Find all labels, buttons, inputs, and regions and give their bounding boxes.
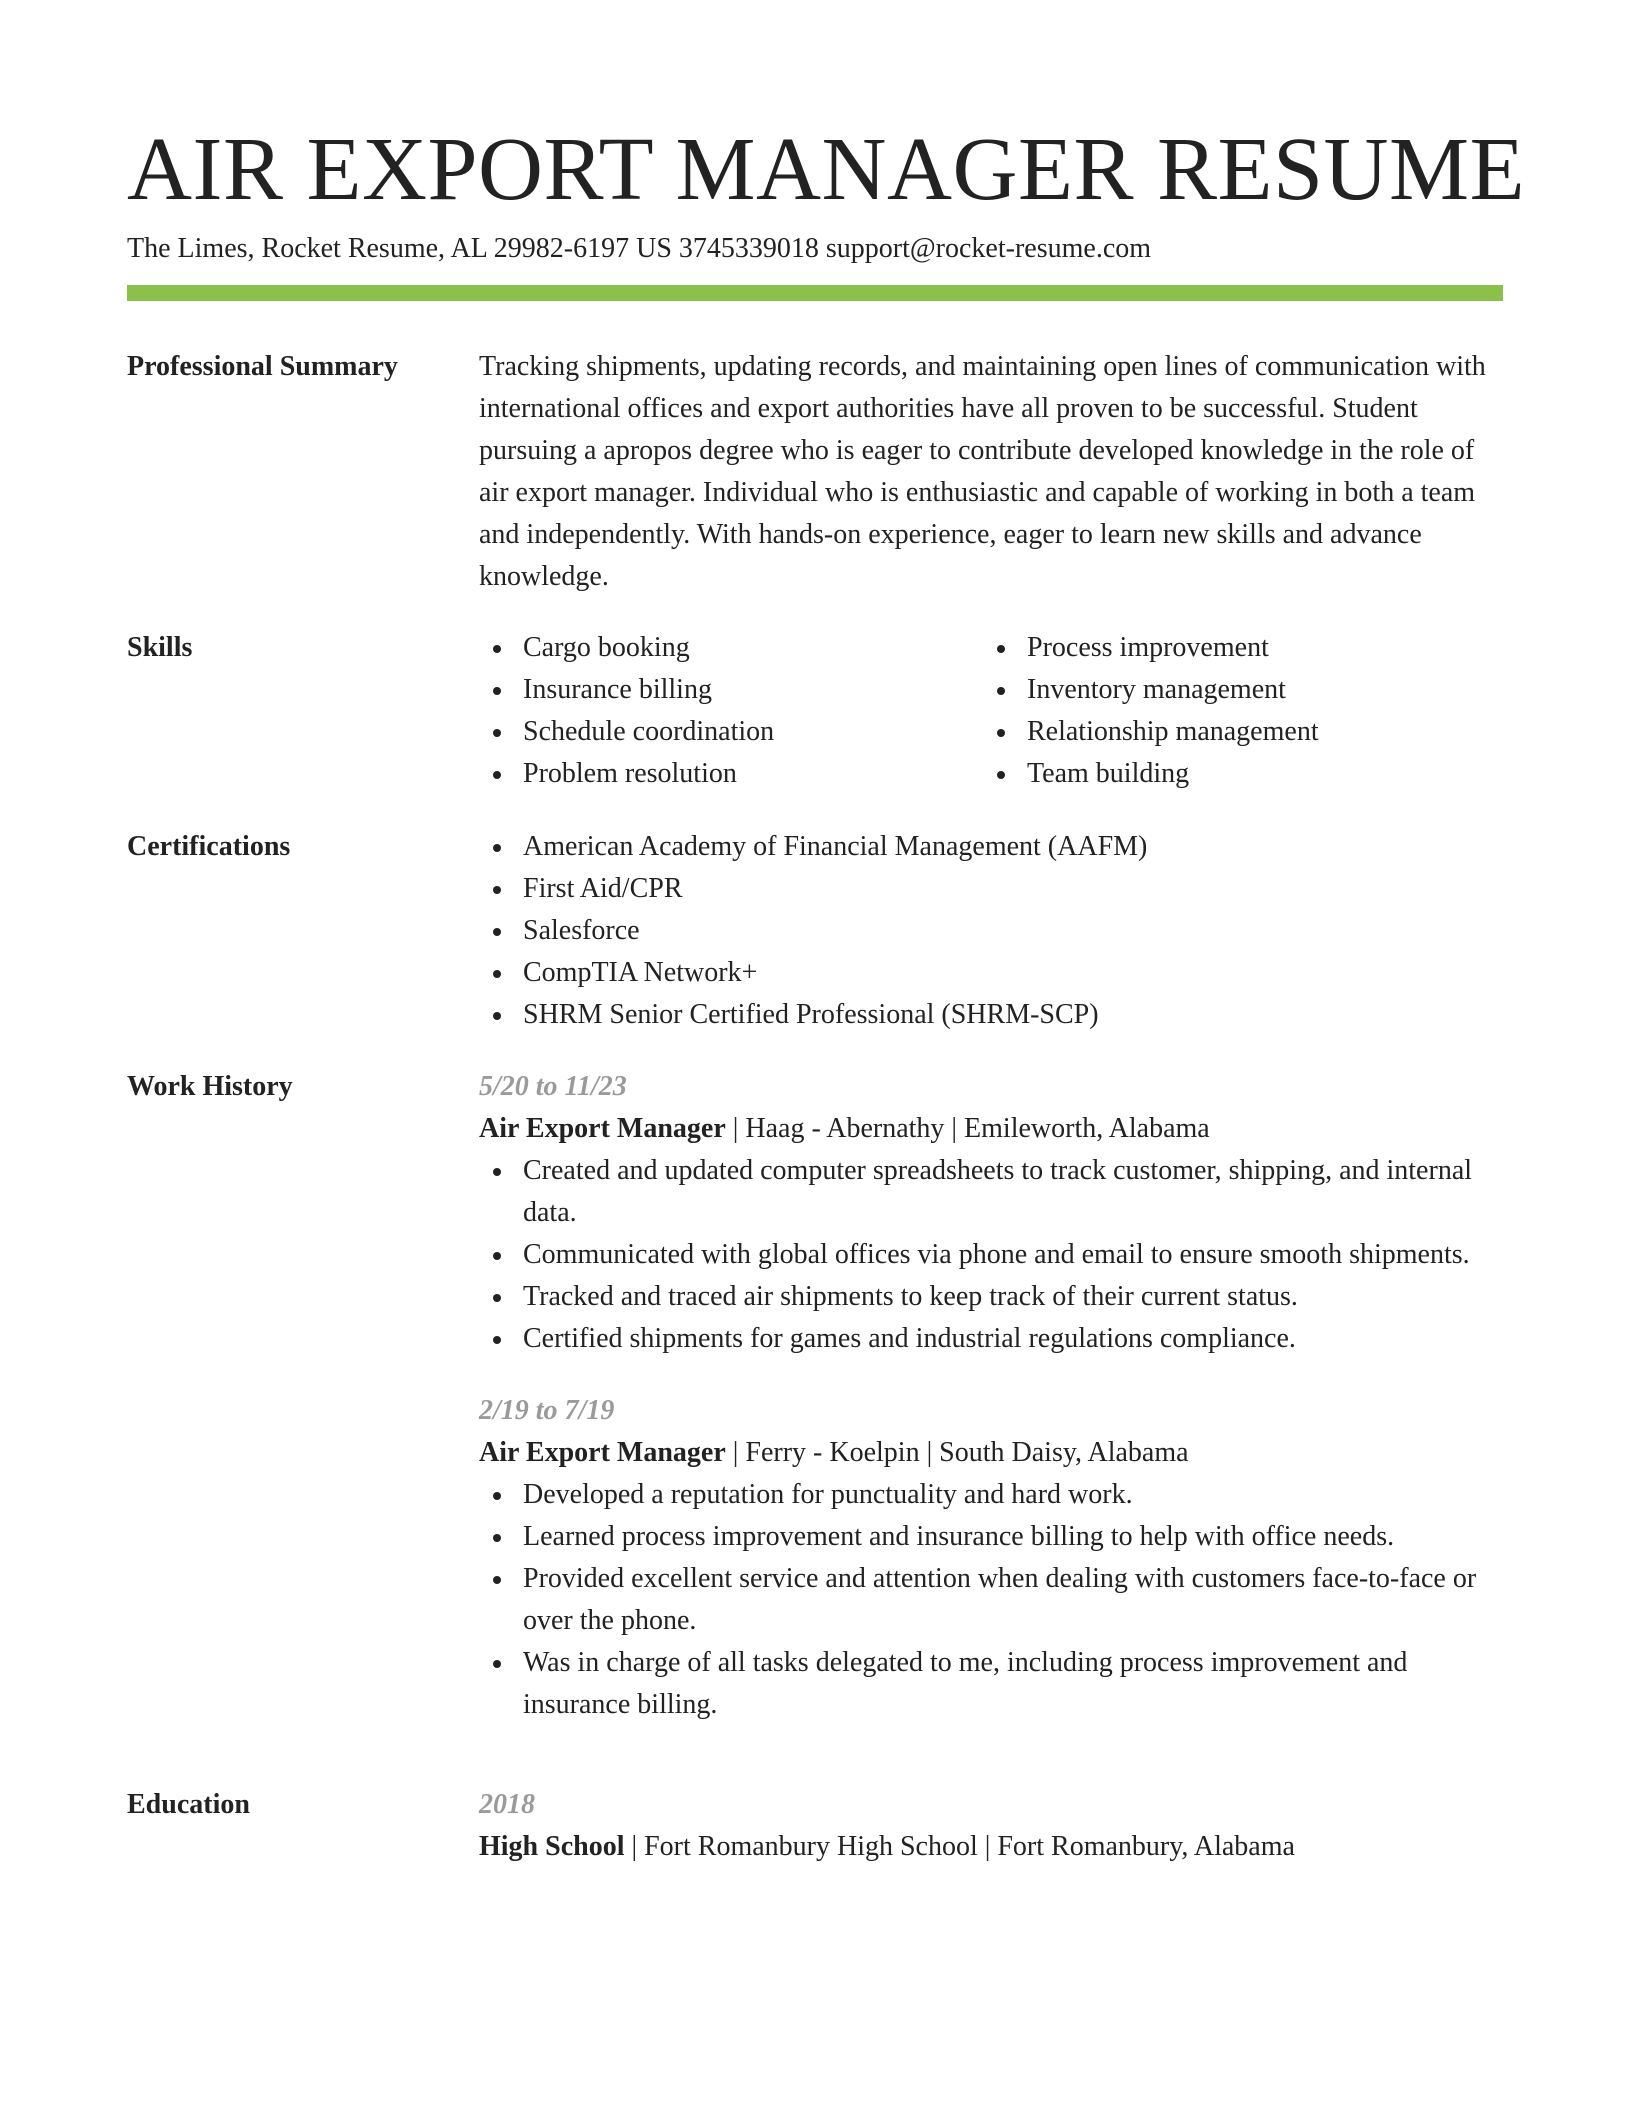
- list-item: Inventory management: [983, 669, 1487, 711]
- education-year: 2018: [479, 1789, 535, 1820]
- job-dates: 5/20 to 11/23: [479, 1071, 627, 1102]
- job-bullet-list: [479, 1150, 1503, 1360]
- skills-list-right: [983, 627, 1487, 795]
- skills-grid: [479, 627, 1503, 795]
- section-label-skills: Skills: [127, 632, 193, 663]
- list-item: Team building: [983, 753, 1487, 795]
- job-entry: [479, 1066, 1503, 1360]
- job-title: Air Export Manager: [479, 1437, 726, 1468]
- job-heading: [479, 1108, 1503, 1150]
- list-item: Learned process improvement and insurance billing to help with office needs.: [479, 1516, 1503, 1558]
- certifications-body: [479, 826, 1503, 1036]
- education-degree: High School: [479, 1831, 625, 1862]
- list-item: Problem resolution: [479, 753, 983, 795]
- list-item: Cargo booking: [479, 627, 983, 669]
- list-item: Provided excellent service and attention when dealing with customers face-to-face or over the phone.: [479, 1558, 1503, 1642]
- list-item: Insurance billing: [479, 669, 983, 711]
- job-dates: 2/19 to 7/19: [479, 1395, 615, 1426]
- list-item: Was in charge of all tasks delegated to me, including process improvement and insurance billing.: [479, 1642, 1503, 1726]
- list-item: CompTIA Network+: [479, 952, 1503, 994]
- summary-text: Tracking shipments, updating records, and maintaining open lines of communication with international offices and export authorities have all proven to be successful. Student pursuing a apropos degree who is eager to contribute developed knowledge in the role of air export manager. Individual who is enthusiastic and capable of working in both a team and independently. With hands-on experience, eager to learn new skills and advance knowledge.: [479, 351, 1486, 592]
- contact-line: The Limes, Rocket Resume, AL 29982-6197 US 3745339018 support@rocket-resume.com: [127, 233, 1152, 264]
- education-heading: [479, 1826, 1503, 1868]
- list-item: Communicated with global offices via phone and email to ensure smooth shipments.: [479, 1234, 1503, 1276]
- skills-list-left: [479, 627, 983, 795]
- list-item: SHRM Senior Certified Professional (SHRM-SCP): [479, 994, 1503, 1036]
- job-employer-location: | Ferry - Koelpin | South Daisy, Alabama: [725, 1437, 1189, 1468]
- accent-divider: [127, 285, 1503, 301]
- list-item: First Aid/CPR: [479, 868, 1503, 910]
- education-school-location: | Fort Romanbury High School | Fort Romanbury, Alabama: [624, 1831, 1295, 1862]
- section-label-certifications: Certifications: [127, 831, 291, 862]
- job-heading: [479, 1432, 1503, 1474]
- job-entry: [479, 1390, 1503, 1726]
- section-label-work-history: Work History: [127, 1071, 293, 1102]
- list-item: Developed a reputation for punctuality and hard work.: [479, 1474, 1503, 1516]
- education-body: [479, 1784, 1503, 1868]
- certifications-list: [479, 826, 1503, 1036]
- work-history-body: [479, 1066, 1503, 1726]
- list-item: Schedule coordination: [479, 711, 983, 753]
- job-title: Air Export Manager: [479, 1113, 726, 1144]
- resume-title: AIR EXPORT MANAGER RESUME: [127, 120, 1526, 219]
- section-label-education: Education: [127, 1789, 250, 1820]
- list-item: Salesforce: [479, 910, 1503, 952]
- list-item: Relationship management: [983, 711, 1487, 753]
- job-employer-location: | Haag - Abernathy | Emileworth, Alabama: [725, 1113, 1210, 1144]
- list-item: American Academy of Financial Management (AAFM): [479, 826, 1503, 868]
- list-item: Process improvement: [983, 627, 1487, 669]
- job-bullet-list: [479, 1474, 1503, 1726]
- list-item: Certified shipments for games and industrial regulations compliance.: [479, 1318, 1503, 1360]
- list-item: Tracked and traced air shipments to keep track of their current status.: [479, 1276, 1503, 1318]
- section-label-summary: Professional Summary: [127, 351, 398, 382]
- list-item: Created and updated computer spreadsheets to track customer, shipping, and internal data.: [479, 1150, 1503, 1234]
- skills-body: [479, 627, 1503, 795]
- summary-body: [479, 346, 1503, 598]
